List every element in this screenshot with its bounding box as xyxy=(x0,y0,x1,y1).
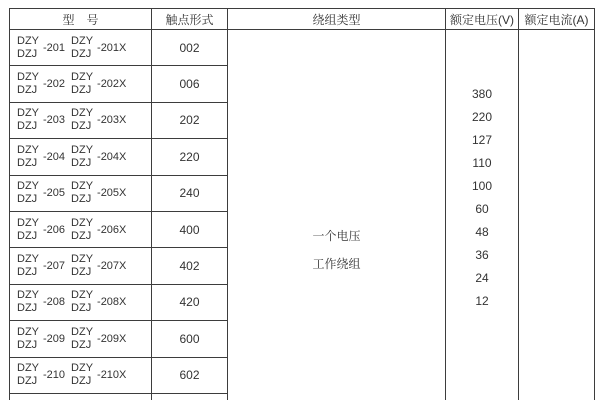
model-series-stack xyxy=(71,180,93,206)
model-suffix-base: -201 xyxy=(43,41,66,54)
model-series-dzj: DZJ xyxy=(71,375,92,388)
model-series-dzy: DZY xyxy=(17,253,39,266)
model-suffix-base: -207 xyxy=(43,260,66,273)
model-series-dzy: DZY xyxy=(17,71,39,84)
model-suffix-x: -208X xyxy=(97,296,127,309)
model-series-stack xyxy=(71,217,93,243)
model-cell xyxy=(10,321,152,357)
model-series-dzy: DZY xyxy=(71,216,94,229)
model-series-stack xyxy=(71,107,93,133)
model-series-stack xyxy=(71,253,93,279)
model-series-dzy: DZY xyxy=(71,253,94,266)
model-series-dzj: DZJ xyxy=(71,47,92,60)
contact-form-value: 420 xyxy=(152,284,228,320)
model-suffix-x: -209X xyxy=(97,332,127,345)
col-header-rated-current: 额定电流(A) xyxy=(519,9,595,30)
col-header-model: 型 号 xyxy=(10,9,152,30)
model-suffix-x: -201X xyxy=(97,41,127,54)
model-series-dzj: DZJ xyxy=(71,120,92,133)
model-series-dzy: DZY xyxy=(71,180,94,193)
model-series-dzj: DZJ xyxy=(17,47,38,60)
model-series-dzj: DZJ xyxy=(71,338,92,351)
model-series-stack xyxy=(71,144,93,170)
col-header-contact-form: 触点形式 xyxy=(152,9,228,30)
contact-form-value xyxy=(152,393,228,400)
model-series-dzy: DZY xyxy=(17,180,39,193)
rated-voltage-cell xyxy=(446,30,519,400)
model-suffix-base: -204 xyxy=(43,150,66,163)
model-series-dzy: DZY xyxy=(71,325,94,338)
model-series-dzj: DZJ xyxy=(17,266,38,279)
model-suffix-x: -206X xyxy=(97,223,127,236)
table-header-row xyxy=(10,9,595,30)
model-series-dzy: DZY xyxy=(17,325,39,338)
model-series-dzj: DZJ xyxy=(17,338,38,351)
model-cell xyxy=(10,248,152,284)
model-cell xyxy=(10,284,152,320)
rated-current-cell xyxy=(519,30,595,400)
contact-form-value: 006 xyxy=(152,66,228,102)
model-series-stack xyxy=(17,326,39,352)
model-series-dzy: DZY xyxy=(17,362,39,375)
model-series-stack xyxy=(17,289,39,315)
model-series-dzj: DZJ xyxy=(17,84,38,97)
model-series-dzy: DZY xyxy=(71,34,94,47)
model-cell xyxy=(10,102,152,138)
model-suffix-x: -202X xyxy=(97,78,127,91)
model-series-stack xyxy=(71,289,93,315)
model-cell xyxy=(10,66,152,102)
contact-form-value: 402 xyxy=(152,248,228,284)
model-series-stack xyxy=(17,35,39,61)
model-suffix-x: -203X xyxy=(97,114,127,127)
model-cell xyxy=(10,211,152,247)
col-header-rated-voltage: 额定电压(V) xyxy=(446,9,519,30)
contact-form-value: 400 xyxy=(152,211,228,247)
model-suffix-base: -203 xyxy=(43,114,66,127)
model-series-dzj: DZJ xyxy=(71,266,92,279)
winding-type-line1: 一个电压 xyxy=(312,229,361,243)
model-series-dzy: DZY xyxy=(17,143,39,156)
model-series-dzj: DZJ xyxy=(17,302,38,315)
model-series-dzy: DZY xyxy=(17,107,39,120)
rated-voltage-value: 48 xyxy=(475,225,489,239)
model-suffix-x: -204X xyxy=(97,150,127,163)
model-cell xyxy=(10,139,152,175)
winding-type-line2: 工作绕组 xyxy=(312,257,361,271)
model-series-dzy: DZY xyxy=(71,143,94,156)
model-series-dzj: DZJ xyxy=(71,229,92,242)
model-series-dzj: DZJ xyxy=(17,375,38,388)
contact-form-value: 202 xyxy=(152,102,228,138)
model-cell xyxy=(10,357,152,393)
model-series-stack xyxy=(71,71,93,97)
model-suffix-x: -205X xyxy=(97,187,127,200)
model-suffix-base: -210 xyxy=(43,369,66,382)
model-cell xyxy=(10,175,152,211)
contact-form-value: 602 xyxy=(152,357,228,393)
contact-form-value: 002 xyxy=(152,30,228,66)
rated-voltage-value: 127 xyxy=(471,133,493,147)
model-series-dzj: DZJ xyxy=(17,156,38,169)
rated-voltage-value: 110 xyxy=(472,156,492,170)
model-series-dzy: DZY xyxy=(17,289,39,302)
contact-form-value: 240 xyxy=(152,175,228,211)
model-cell xyxy=(10,393,152,400)
model-series-stack xyxy=(71,362,93,388)
model-series-dzj: DZJ xyxy=(71,84,92,97)
model-series-stack xyxy=(71,326,93,352)
rated-voltage-value: 12 xyxy=(475,294,489,308)
model-series-dzj: DZJ xyxy=(71,302,92,315)
model-series-stack xyxy=(17,107,39,133)
model-series-dzy: DZY xyxy=(71,289,94,302)
model-suffix-base: -208 xyxy=(43,296,66,309)
col-header-winding-type: 绕组类型 xyxy=(228,9,446,30)
model-series-dzy: DZY xyxy=(17,216,39,229)
model-series-dzj: DZJ xyxy=(17,120,38,133)
contact-form-value: 220 xyxy=(152,139,228,175)
model-suffix-base: -202 xyxy=(43,78,66,91)
model-series-dzy: DZY xyxy=(71,71,94,84)
model-series-stack xyxy=(71,35,93,61)
table-row xyxy=(10,30,595,66)
rated-voltage-value: 60 xyxy=(475,202,489,216)
model-series-stack xyxy=(17,362,39,388)
model-suffix-base: -206 xyxy=(43,223,66,236)
model-series-dzj: DZJ xyxy=(17,193,38,206)
model-series-stack xyxy=(17,217,39,243)
model-suffix-x: -207X xyxy=(97,260,127,273)
model-suffix-x: -210X xyxy=(97,369,127,382)
model-series-dzy: DZY xyxy=(71,107,94,120)
rated-voltage-value: 24 xyxy=(475,271,489,285)
model-series-dzj: DZJ xyxy=(71,156,92,169)
rated-voltage-value: 380 xyxy=(471,87,493,101)
model-series-dzy: DZY xyxy=(71,362,94,375)
model-suffix-base: -209 xyxy=(43,332,66,345)
model-cell xyxy=(10,30,152,66)
contact-form-value: 600 xyxy=(152,321,228,357)
relay-spec-table xyxy=(9,8,595,400)
model-series-stack xyxy=(17,253,39,279)
model-series-stack xyxy=(17,144,39,170)
winding-type-cell xyxy=(228,30,446,400)
model-series-stack xyxy=(17,180,39,206)
model-series-dzj: DZJ xyxy=(71,193,92,206)
rated-voltage-value: 100 xyxy=(471,179,493,193)
model-suffix-base: -205 xyxy=(43,187,66,200)
model-series-dzy: DZY xyxy=(17,34,39,47)
model-series-dzj: DZJ xyxy=(17,229,38,242)
rated-voltage-value: 220 xyxy=(471,110,493,124)
model-series-stack xyxy=(17,71,39,97)
rated-voltage-value: 36 xyxy=(475,248,489,262)
